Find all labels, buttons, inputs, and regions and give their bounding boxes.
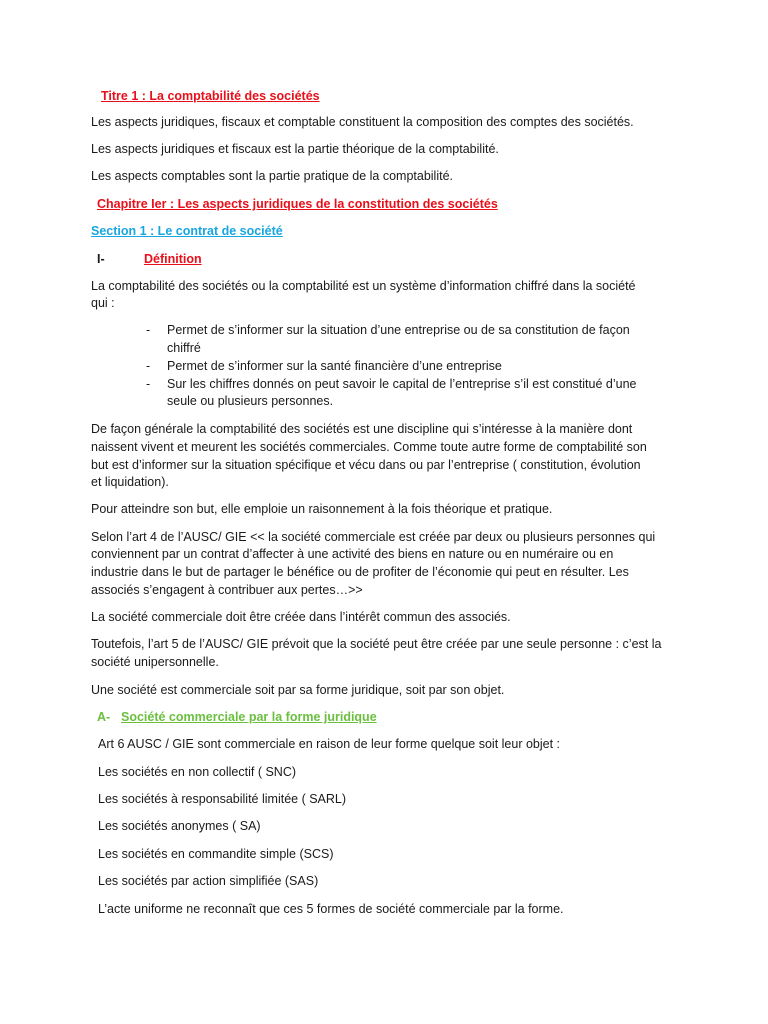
paragraph-conclusion: L’acte uniforme ne reconnaît que ces 5 formes de société commerciale par la forme. [98,902,564,916]
company-form-snc: Les sociétés en non collectif ( SNC) [98,765,297,779]
paragraph-art6: Art 6 AUSC / GIE sont commerciale en raison de leur forme quelque soit leur objet : [98,737,561,751]
chapter-heading: Chapitre Ier : Les aspects juridiques de la constitution des sociétés [97,197,498,211]
paragraph-general-line-1: De façon générale la comptabilité des sociétés est une discipline qui s’intéresse à la manière dont [91,422,633,436]
bullet-item-1-line-1: Permet de s’informer sur la situation d’une entreprise ou de sa constitution de façon [167,323,630,337]
paragraph-intro-1: Les aspects juridiques, fiscaux et comptable constituent la composition des comptes des sociétés. [91,115,634,129]
definition-heading: Définition [144,252,202,266]
company-form-sarl: Les sociétés à responsabilité limitée ( SARL) [98,792,347,806]
paragraph-definition-line-1: La comptabilité des sociétés ou la comptabilité est un système d’information chiffré dans la société [91,279,636,293]
paragraph-art4-line-3: industrie dans le but de partager le bénéfice ou de profiter de l’économie qui peut en résulter. Les [91,565,629,579]
company-form-sas: Les sociétés par action simplifiée (SAS) [98,874,319,888]
paragraph-art5-line-2: société unipersonnelle. [91,655,219,669]
bullet-dash: - [146,359,151,373]
definition-numeral: I- [97,252,105,266]
title-heading: Titre 1 : La comptabilité des sociétés [101,89,320,103]
bullet-dash: - [146,377,151,391]
paragraph-common-interest: La société commerciale doit être créée dans l’intérêt commun des associés. [91,610,511,624]
paragraph-general-line-2: naissent vivent et meurent les sociétés commerciales. Comme toute autre forme de comptabilité son [91,440,647,454]
section-heading: Section 1 : Le contrat de société [91,224,283,238]
paragraph-definition-line-2: qui : [91,296,115,310]
paragraph-art5-line-1: Toutefois, l’art 5 de l’AUSC/ GIE prévoit que la société peut être créée par une seule personne : c’est la [91,637,662,651]
paragraph-general-line-3: but est d’informer sur la situation spécifique et vécu dans ou par l’entreprise ( constitution, évolution [91,458,641,472]
paragraph-intro-2: Les aspects juridiques et fiscaux est la partie théorique de la comptabilité. [91,142,499,156]
bullet-item-3-line-2: seule ou plusieurs personnes. [167,394,334,408]
paragraph-art4-line-4: associés s’engagent à contribuer aux pertes…>> [91,583,363,597]
bullet-dash: - [146,323,151,337]
paragraph-general-line-4: et liquidation). [91,475,169,489]
subsection-letter: A- [97,710,111,724]
company-form-scs: Les sociétés en commandite simple (SCS) [98,847,334,861]
paragraph-commercial: Une société est commerciale soit par sa forme juridique, soit par son objet. [91,683,505,697]
company-form-sa: Les sociétés anonymes ( SA) [98,819,261,833]
bullet-item-1-line-2: chiffré [167,341,201,355]
paragraph-art4-line-2: conviennent par un contrat d’affecter à une activité des biens en nature ou en numéraire ou en [91,547,614,561]
subsection-heading: Société commerciale par la forme juridique [121,710,377,724]
bullet-item-3-line-1: Sur les chiffres donnés on peut savoir le capital de l’entreprise s’il est constitué d’une [167,377,637,391]
paragraph-intro-3: Les aspects comptables sont la partie pratique de la comptabilité. [91,169,454,183]
paragraph-art4-line-1: Selon l’art 4 de l’AUSC/ GIE << la société commerciale est créée par deux ou plusieurs personnes qui [91,530,656,544]
bullet-item-2: Permet de s’informer sur la santé financière d’une entreprise [167,359,502,373]
paragraph-goal: Pour atteindre son but, elle emploie un raisonnement à la fois théorique et pratique. [91,502,553,516]
